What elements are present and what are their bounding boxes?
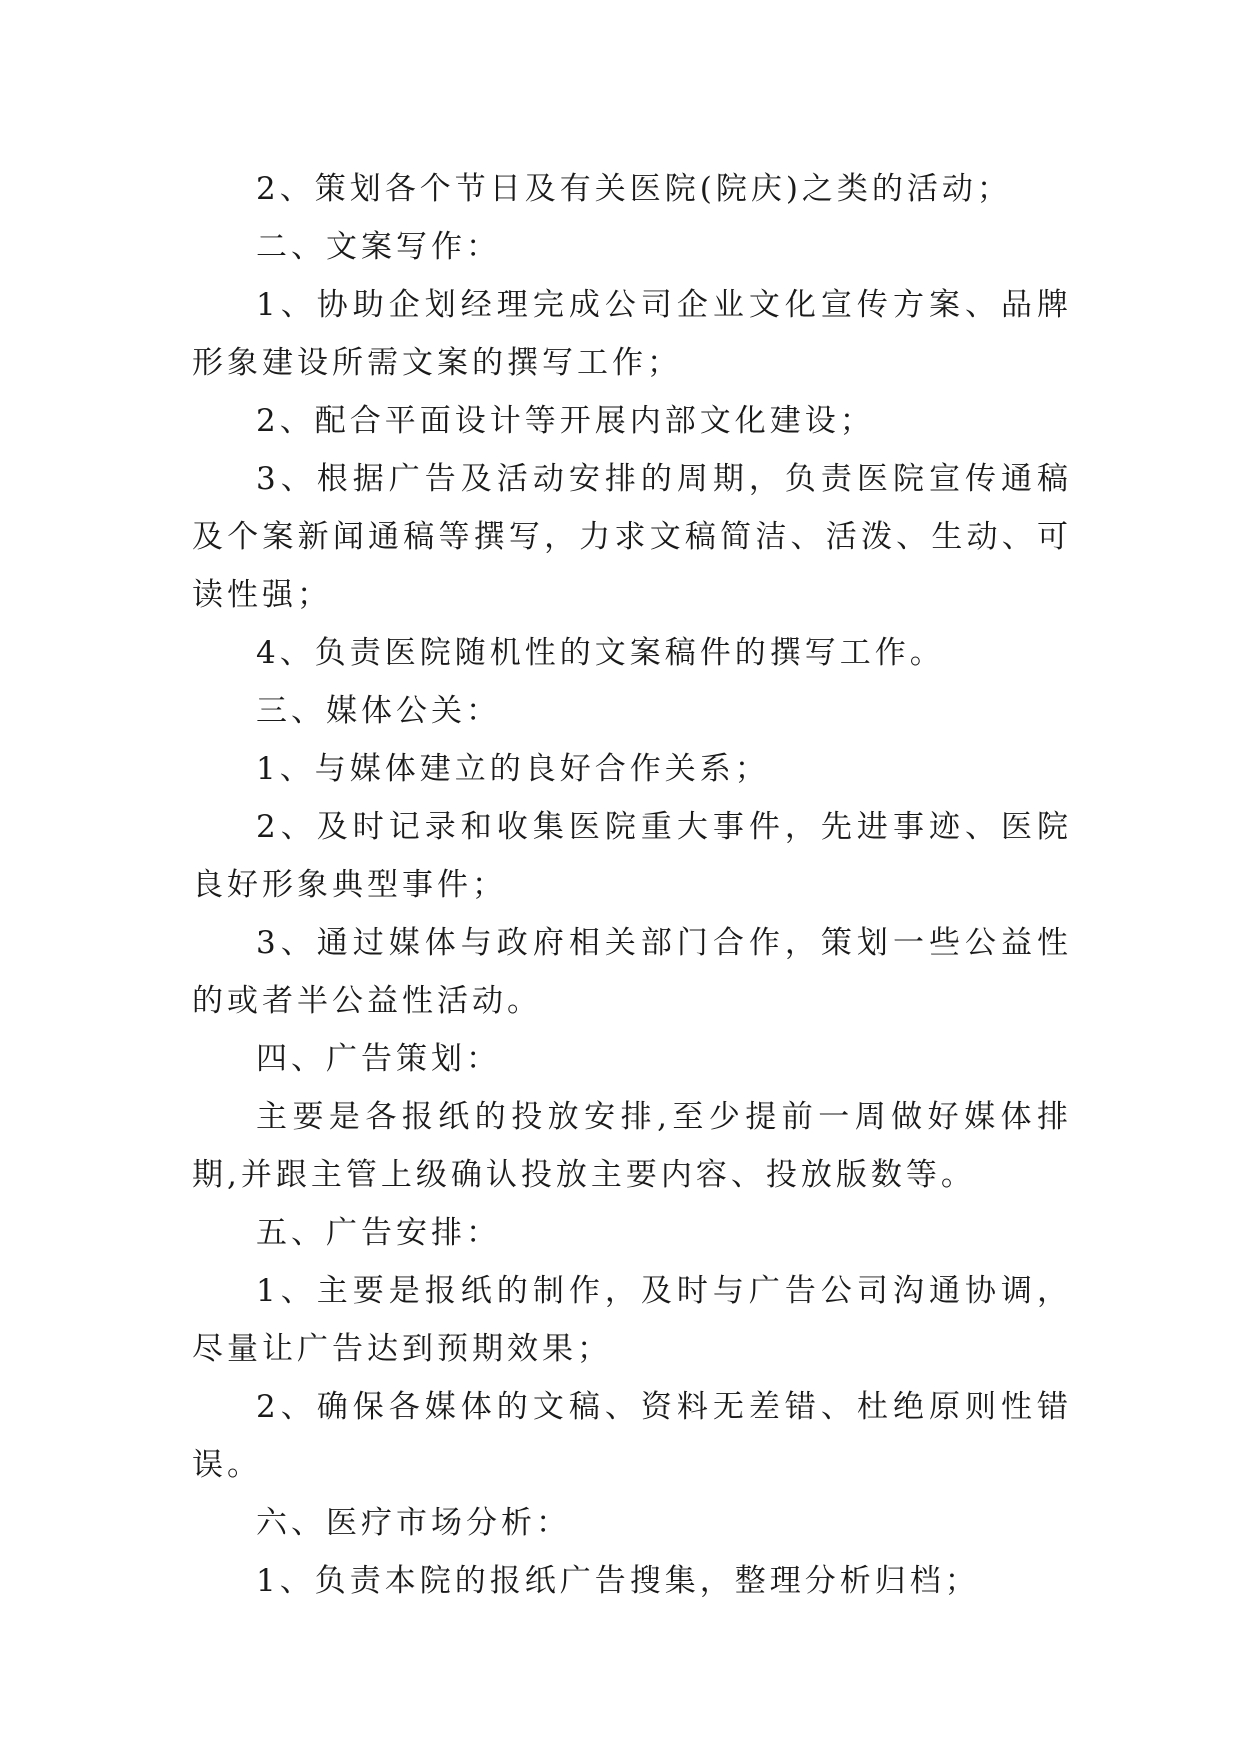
- paragraph: 1、主要是报纸的制作，及时与广告公司沟通协调，尽量让广告达到预期效果；: [192, 1273, 1072, 1367]
- section-heading: 四、广告策划：: [256, 1041, 501, 1077]
- paragraph: 3、根据广告及活动安排的周期，负责医院宣传通稿及个案新闻通稿等撰写，力求文稿简洁、活泼、生动、可读性强；: [192, 461, 1072, 613]
- paragraph: 主要是各报纸的投放安排,至少提前一周做好媒体排期,并跟主管上级确认投放主要内容、投放版数等。: [192, 1099, 1072, 1193]
- section-heading: 六、医疗市场分析：: [256, 1505, 571, 1541]
- paragraph: 1、协助企划经理完成公司企业文化宣传方案、品牌形象建设所需文案的撰写工作；: [192, 287, 1072, 381]
- section-heading: 三、媒体公关：: [256, 693, 501, 729]
- section-heading: 五、广告安排：: [256, 1215, 501, 1251]
- paragraph: 2、策划各个节日及有关医院(院庆)之类的活动；: [256, 171, 1012, 207]
- paragraph: 1、与媒体建立的良好合作关系；: [256, 751, 770, 787]
- paragraph: 2、确保各媒体的文稿、资料无差错、杜绝原则性错误。: [192, 1389, 1072, 1483]
- paragraph: 4、负责医院随机性的文案稿件的撰写工作。: [256, 635, 945, 671]
- section-heading: 二、文案写作：: [256, 229, 501, 265]
- paragraph: 1、负责本院的报纸广告搜集，整理分析归档；: [256, 1563, 980, 1599]
- paragraph: 2、配合平面设计等开展内部文化建设；: [256, 403, 875, 439]
- paragraph: 2、及时记录和收集医院重大事件，先进事迹、医院良好形象典型事件；: [192, 809, 1072, 903]
- paragraph: 3、通过媒体与政府相关部门合作，策划一些公益性的或者半公益性活动。: [192, 925, 1072, 1019]
- document-body: [192, 160, 1072, 1610]
